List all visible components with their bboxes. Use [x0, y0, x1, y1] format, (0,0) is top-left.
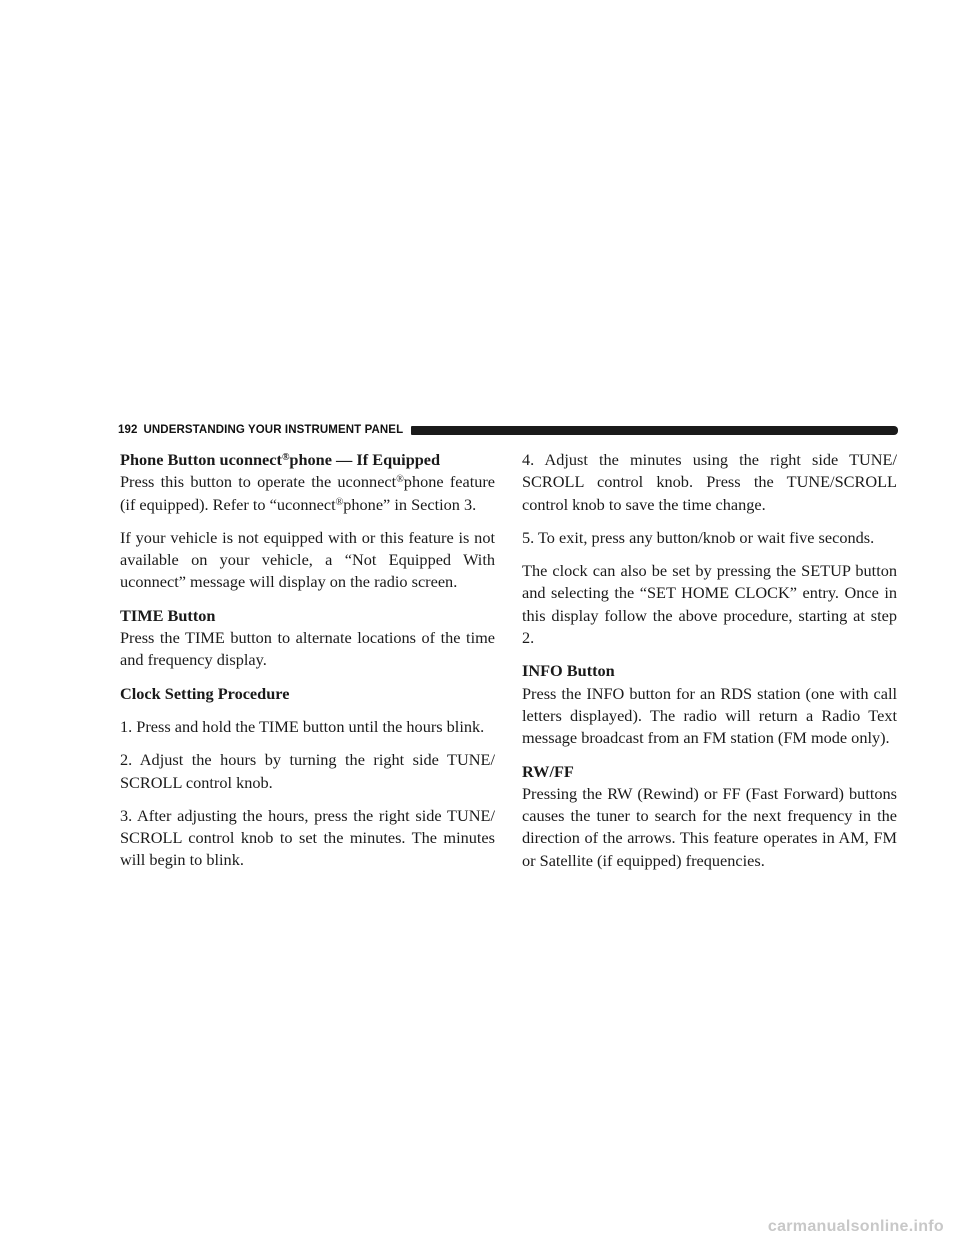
- clock-step-1: 1. Press and hold the TIME button until the hours blink.: [120, 716, 485, 736]
- clock-step-5: 5. To exit, press any button/knob or wait five seconds.: [522, 527, 875, 547]
- setup-note: The clock can also be set by pressing the SETUP button and selecting the “SET HOME CLOCK” entry. Once in this display follow the above procedure, starting at step 2.: [522, 561, 897, 648]
- phone-paragraph-1: Press this button to operate the uconnect®phone feature (if equipped). Refer to “uconnect®phone” in Section 3.: [120, 472, 496, 514]
- time-heading: TIME Button: [120, 605, 216, 625]
- running-header: [118, 423, 898, 437]
- right-column: [522, 449, 897, 883]
- left-column: [120, 449, 495, 883]
- watermark: carmanualsonline.info: [767, 1218, 944, 1235]
- time-paragraph: Press the TIME button to alternate locations of the time and frequency display.: [120, 628, 495, 670]
- clock-step-3: 3. After adjusting the hours, press the right side TUNE/ SCROLL control knob to set the minutes. The minutes will begin to blink.: [120, 805, 495, 870]
- rwff-paragraph: Pressing the RW (Rewind) or FF (Fast Forward) buttons causes the tuner to search for the next frequency in the direction of the arrows. This feature operates in AM, FM or Satellite (if equipped) frequencies.: [522, 783, 897, 870]
- rwff-section: [522, 761, 897, 872]
- header-rule: [411, 426, 898, 435]
- info-section: [522, 660, 897, 749]
- info-heading: INFO Button: [522, 661, 615, 681]
- clock-step-4: 4. Adjust the minutes using the right side TUNE/ SCROLL control knob. Press the TUNE/SCROLL control knob to save the time change.: [522, 450, 897, 514]
- phone-heading: Phone Button uconnect®phone — If Equipped: [120, 450, 441, 469]
- registered-mark: ®: [281, 452, 290, 463]
- info-paragraph: Press the INFO button for an RDS station (one with call letters displayed). The radio will return a Radio Text message broadcast from an FM station (FM mode only).: [522, 683, 897, 748]
- clock-heading: Clock Setting Procedure: [120, 683, 290, 703]
- phone-paragraph-2: If your vehicle is not equipped with or this feature is not available on your vehicle, a “Not Equipped With uconnect” message will display on the radio screen.: [120, 527, 495, 592]
- registered-mark: ®: [335, 496, 344, 508]
- time-section: [120, 605, 495, 672]
- section-title: UNDERSTANDING YOUR INSTRUMENT PANEL: [143, 424, 404, 436]
- registered-mark: ®: [396, 474, 404, 486]
- rwff-heading: RW/FF: [522, 761, 574, 781]
- page-number: 192: [118, 424, 138, 436]
- phone-section: [120, 449, 495, 516]
- clock-step-2: 2. Adjust the hours by turning the right side TUNE/ SCROLL control knob.: [120, 750, 495, 792]
